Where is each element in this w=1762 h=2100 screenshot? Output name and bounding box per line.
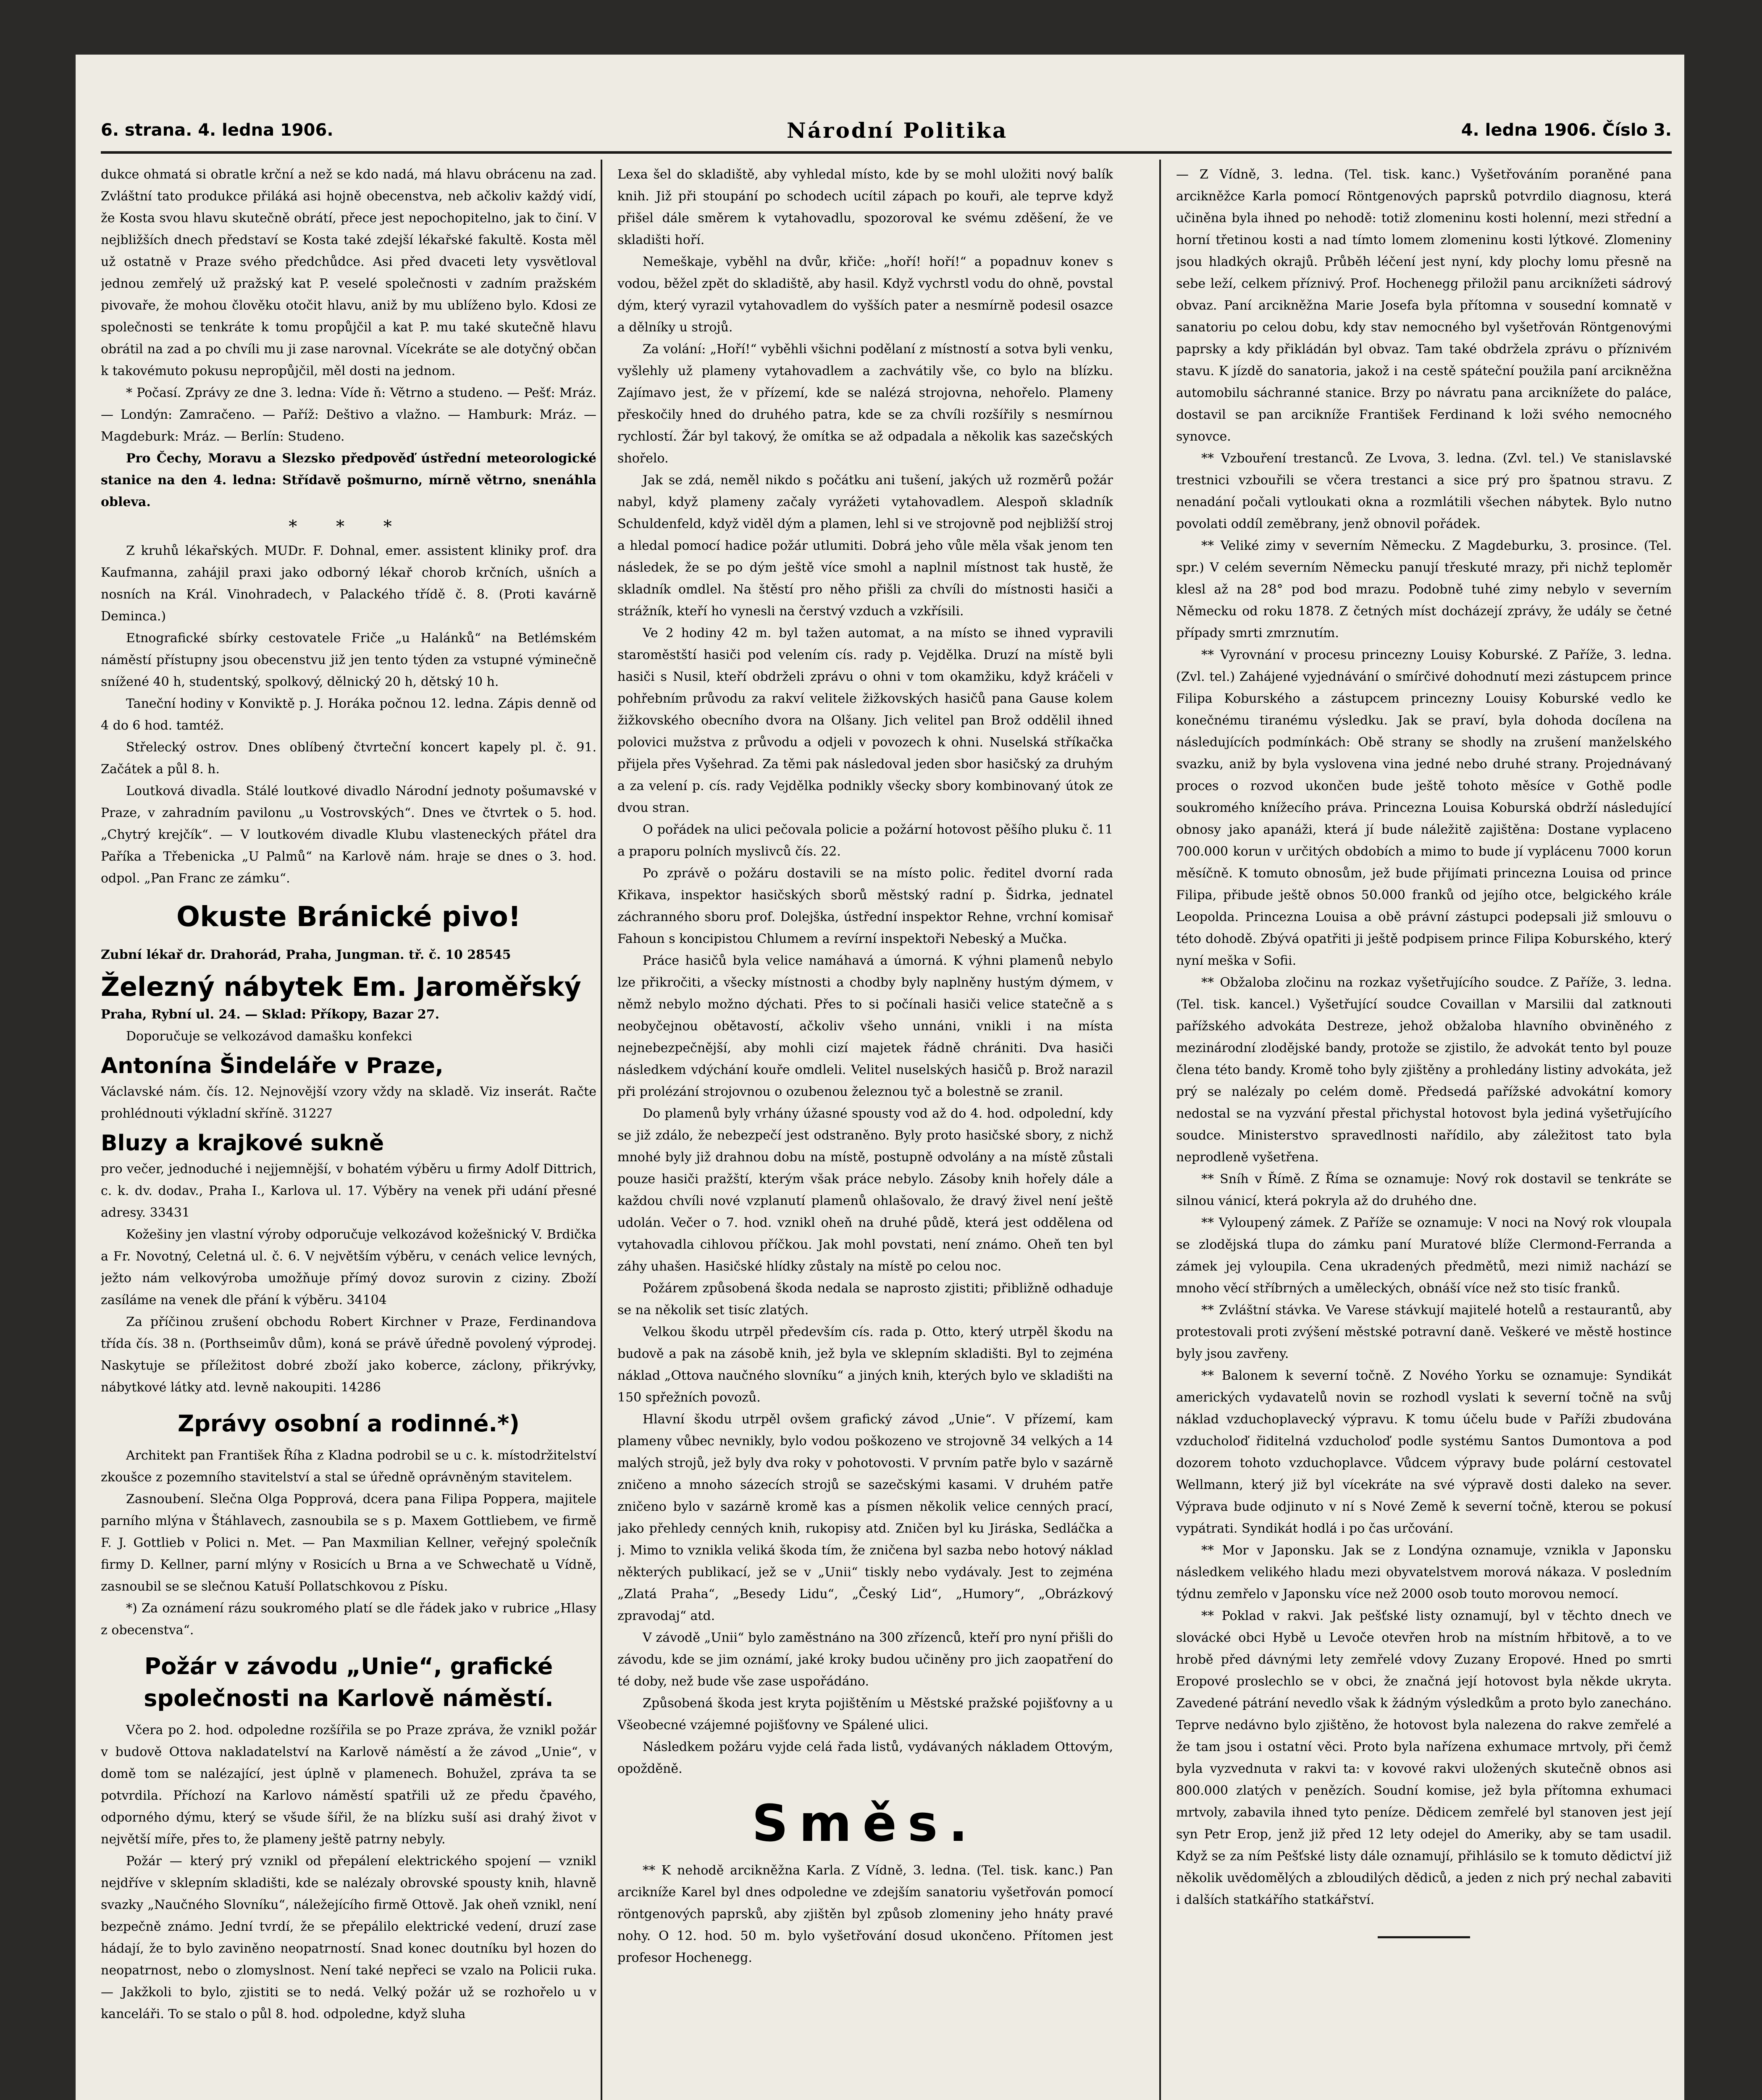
advertisement-blouses-details — [101, 1158, 596, 1224]
article-paragraph: Po zprávě o požáru dostavili se na místo polic. ředitel dvorní rada Křikava, inspektor hasičských sborů městský radní p. Šidrka, jednatel záchranného sboru prof. Dolejška, ústřední inspektor Rehne, vrchní komisař Fahoun s koncipistou Chlumem a revírní inspektoři Nebeský a Mučka. — [617, 866, 1113, 946]
advertisement-beer: Okuste Bránické pivo! — [176, 900, 521, 933]
article-paragraph: Následkem požáru vyjde celá řada listů, vydávaných nákladem Ottovým, opožděně. — [617, 1740, 1113, 1776]
news-item: Etnografické sbírky cestovatele Friče „u Halánků“ na Betlémském náměstí přístupny jsou obecenstvu již jen tento týden za vstupné výminečně snížené 40 h, studentský, spolkový, dělnický 20 h, dětský 10 h. — [101, 631, 596, 689]
news-item: ** Zvláštní stávka. Ve Varese stávkují majitelé hotelů a restaurantů, aby protestovali proti zvýšení městské potravní daně. Veškeré ve městě hostince byly jsou zavřeny. — [1176, 1303, 1672, 1361]
end-rule — [1378, 1936, 1470, 1938]
ad-text: Václavské nám. čís. 12. Nejnovější vzory vždy na skladě. Viz inserát. Račte prohlédnouti výkladní skříně. — [101, 1084, 596, 1121]
article-paragraph: Práce hasičů byla velice namáhavá a úmorná. K výhni plamenů nebylo lze přikročiti, a všecky místnosti a chodby byly naplněny hustým dýmem, v němž nebylo možno dýchati. Přes to si počínali hasiči velice statečně a s neobyčejnou obětavostí, ačkoliv všeho unnáni, vnikli i na místa nejnebezpečnější, aby mohli cizí majetek řádně chrániti. Dva hasiči následkem vdýchání kouře omdleli. Velitel nuselských hasičů p. Brož narazil při prolézání strojovnou o ozubenou železnou tyč a bolestně se zranil. — [617, 953, 1113, 1099]
news-item: — Z Vídně, 3. ledna. (Tel. tisk. kanc.) Vyšetřováním poraněné pana arcikněžce Karla pomocí Röntgenových paprsků potvrdilo diagnosu, která učiněna byla ihned po nehodě: totiž zlomeninu kosti holenní, mezi střední a horní třetinou kosti a nad tímto lomem zlomeninu kosti lýtkové. Zlomeniny jsou hladkých okrajů. Průběh léčení jest nyní, kdy plochy lomu přesně na sebe leží, celkem příznivý. Prof. Hochenegg přiložil panu arciknížeti sádrový obvaz. Paní arcikněžna Marie Josefa byla přítomna v sousední komnatě v sanatoriu po celou dobu, kdy stav nemocného byl vyšetřován Röntgenovými paprsky a kdy přikládán byl obvaz. Tam také obdržela zprávu o příznivém stavu. K jízdě do sanatoria, jakož i na cestě spáteční použila paní arcikněžna automobilu sáchranné stanice. Brzy po návratu pana arciknížete do paláce, dostavil se pan arcikníže František Ferdinand k loži svého nemocného synovce. — [1176, 167, 1672, 444]
news-item: ** Sníh v Římě. Z Říma se oznamuje: Nový rok dostavil se tenkráte se silnou vánicí, která pokryla až do druhého dne. — [1176, 1172, 1672, 1208]
advertisement-sale: Za příčinou zrušení obchodu Robert Kirchner v Praze, Ferdinandova třída čís. 38 n. (Porthseimův dům), koná se právě úředně povolený výprodej. Naskytuje se příležitost dobré zboží jako koberce, záclony, přikrývky, nábytkové látky atd. levně nakoupiti. 14286 — [101, 1315, 596, 1395]
header-right: 4. ledna 1906. Číslo 3. — [1461, 121, 1672, 140]
header-left: 6. strana. 4. ledna 1906. — [101, 121, 333, 140]
column-divider-2 — [1159, 160, 1161, 2100]
news-item: Střelecký ostrov. Dnes oblíbený čtvrteční koncert kapely pl. č. 91. Začátek a půl 8. h. — [101, 740, 596, 777]
article-paragraph: Nemeškaje, vyběhl na dvůr, křiče: „hoří! hoří!“ a popadnuv konev s vodou, běžel zpět do skladiště, aby hasil. Když vychrstl vodu do ohně, povstal dým, který vyrazil vytahovadlem do vyšších pater a nesmírně podesil osazce a dělníky u strojů. — [617, 255, 1113, 335]
article-paragraph: Za volání: „Hoří!“ vyběhli všichni podělaní z místností a sotva byli venku, vyšlehly už plameny vytahovadlem a zachvátily vše, co bylo na blízku. Zajímavo jest, že v přízemí, kde se nalézá strojovna, nehořelo. Plameny přeskočily hned do druhého patra, kde se za chvíli rozšířily s nesmírnou rychlostí. Žár byl takový, že omítka se až odpadala a několik kas sazečských shořelo. — [617, 342, 1113, 466]
news-item: Z kruhů lékařských. MUDr. F. Dohnal, emer. assistent kliniky prof. dra Kaufmanna, zahájil praxi jako odborný lékař chorob krčních, ušních a nosních na Král. Vinohradech, v Palackého třídě č. 8. (Proti kavárně Deminca.) — [101, 543, 596, 624]
column-2 — [617, 164, 1113, 2100]
article-paragraph: Včera po 2. hod. odpoledne rozšířila se po Praze zpráva, že vznikl požár v budově Ottova nakladatelství na Karlově náměstí a že závod „Unie“, v domě tom se nalézající, jest úplně v plamenech. Bohužel, zpráva ta se potvrdila. Příchozí na Karlovo náměstí spatřili už ze předu čpavého, odporného dýmu, který se všude šířil, že na blízku suší asi drahý život v největší míře, přes to, že plameny ještě patrny nebyly. — [101, 1723, 596, 1847]
column-3 — [1176, 164, 1672, 2100]
ad-number: 33431 — [150, 1205, 190, 1220]
news-item: ** Poklad v rakvi. Jak pešťské listy oznamují, byl v těchto dnech ve slovácké obci Hybě u Levoče otevřen hrob na místním hřbitově, a to ve hrobě před dávnými lety zemřelé vdovy Zuzany Eropové. Hned po smrti Eropové proslechlo se v obci, že značná její hotovost byla někde ukryta. Zavedené pátrání nevedlo však k žádným výsledkům a proto bylo zanecháno. Teprve nedávno bylo zjištěno, že hotovost byla nalezena do rakve zemřelé a že tam jsou i ostatní věci. Proto byla nařízena exhumace mrtvoly, při čemž byla vyzvednuta v rakvi ta: v kovové rakvi uložených skutečně obnos asi 800.000 zlatých v penězích. Soudní komise, jež byla přítomna exhumaci mrtvoly, zabavila ihned tyto peníze. Dědicem zemřelé byl stanoven jest její syn Petr Erop, jenž již před 12 lety odejel do Ameriky, aby se tam usadil. Když se za ním Pešťské listy dále oznamují, přihlásilo se k tomuto dědictví již několik uvědomělých a zbloudilých dědiců, a jeden z nich prý nechal zabaviti i dalších statkářího statkářství. — [1176, 1609, 1672, 1907]
advertisement-sindelar-details — [101, 1081, 596, 1125]
article-paragraph: V závodě „Unii“ bylo zaměstnáno na 300 zřízenců, kteří pro nyní přišli do závodu, kde se jim oznámí, jaké kroky budou učiněny pro jich zaopatření do té doby, než bude vše zase uspořádáno. — [617, 1630, 1113, 1689]
article-paragraph: Požárem způsobená škoda nedala se naprosto zjistiti; přibližně odhaduje se na několik set tisíc zlatých. — [617, 1281, 1113, 1318]
article-paragraph: Do plamenů byly vrhány úžasné spousty vod až do 4. hod. odpolední, kdy se již zdálo, že nebezpečí jest odstraněno. Byly proto hasičské sbory, z nichž mnohé byly již drahnou dobu na místě, postupně odvolány a na místě zůstali pouze hasiči pražští, kterým však práce nebylo. Zásoby knih hořely dále a každou chvíli nové vzplanutí plamenů ohlašovalo, že dravý živel není ještě udolán. Večer o 7. hod. vznikl oheň na druhé půdě, která jest oddělena od vytahovadla cihlovou příčkou. Jak mohl povstati, není známo. Oheň ten byl záhy uhašen. Hasičské hlídky zůstaly na místě po celou noc. — [617, 1106, 1113, 1274]
news-item: ** Vyrovnání v procesu princezny Louisy Koburské. Z Paříže, 3. ledna. (Zvl. tel.) Zahájené vyjednávání o smírčivé dohodnutí mezi zástupcem prince Filipa Koburského a zástupcem princezny Louisy Koburské vedlo ke konečnému tiranému výsledku. Jak se praví, byla dohoda docílena na následujících podmínkách: Obě strany se shodly na zrušení manželského svazku, aniž by byla vyslovena vina jedné nebo druhé strany. Projednávaný proces o rozvod ukončen bude ještě tohoto měsíce v Gothě podle soukromého knížecího práva. Princezna Louisa Koburská obdrží následující obnosy jako apanáži, která jí bude náležitě zajištěna: Dostane vyplaceno 700.000 korun v určitých obdobích a mimo to bude jí vyplácenu 7000 korun měsíčně. K tomuto obnosům, jež bude přijímati princezna Louisa od prince Filipa, přibude ještě obnos 50.000 franků od jejího otce, belgického krále Leopolda. Princezna Louisa a obě právní zástupci podepsali již smlouvu o této dohodě. Zbývá opatřiti ji ještě podpisem prince Filipa Koburského, který nyní meška v Sofii. — [1176, 648, 1672, 968]
header-rule — [101, 151, 1672, 154]
article-paragraph: Hlavní škodu utrpěl ovšem grafický závod „Unie“. V přízemí, kam plameny vůbec nevnikly, bylo vodou poškozeno ve strojovně 34 velkých a 14 malých strojů, jež byly dva roky v pohotovosti. V prvním patře bylo v sazárně zničeno a mnoho sázecích strojů se sazečskými kasami. V druhém patře zničeno bylo v sazárně kromě kas a písmen několik velice cenných prací, jako přehledy cenných knih, rukopisy atd. Zničen byl ku Jiráska, Sedláčka a j. Mimo to vznikla veliká škoda tím, že zničena byl sazba nebo hotový náklad některých publikací, jež se v „Unii“ tiskly nebo vydávaly. Jest to zejména „Zlatá Praha“, „Besedy Lidu“, „Český Lid“, „Humory“, „Obrázkový zpravodaj“ atd. — [617, 1412, 1113, 1623]
ad-number: 28545 — [467, 948, 511, 962]
news-item: ** Veliké zimy v severním Německu. Z Magdeburku, 3. prosince. (Tel. spr.) V celém severním Německu panují třeskuté mrazy, při nichž teploměr klesl až na 28° pod bod mrazu. Podobně tuhé zimy nebylo v severním Německu od roku 1878. Z četných míst docházejí zprávy, že udály se četné případy smrti zmrznutím. — [1176, 538, 1672, 640]
masthead-title: Národní Politika — [787, 118, 1008, 143]
section-heading-personal: Zprávy osobní a rodinné.*) — [178, 1410, 520, 1437]
news-item: ** Mor v Japonsku. Jak se z Londýna oznamuje, vznikla v Japonsku následkem velikého hladu mezi obyvatelstvem morová nákaza. V posledním týdnu zemřelo v Japonsku více než 2000 osob touto morovou nemocí. — [1176, 1543, 1672, 1601]
news-item: ** Balonem k severní točně. Z Nového Yorku se oznamuje: Syndikát amerických vydavatelů novin se rozhodl vyslati k severní točně na svůj náklad vzduchoplavecký výpravu. K tomu účelu bude v Paříži zbudována vzducholoď řiditelná vzducholoď podle systému Santos Dumontova a pod dozorem tohoto vzduchoplavce. Vůdcem výpravy bude polární cestovatel Wellmann, který již byl vícekráte na své výpravě dosti daleko na sever. Výprava bude odjinuto v ní s Nové Země k severní točně, kterou se pokusí vypátrati. Syndikát hodlá i po čas určování. — [1176, 1368, 1672, 1536]
news-item: ** Vzbouření trestanců. Ze Lvova, 3. ledna. (Zvl. tel.) Ve stanislavské trestnici vzbouřili se včera trestanci a sice prý pro špatnou stravu. Z nenadání počali vytloukati okna a rozmlátili všechen nábytek. Bylo nutno povolati oddíl zeměbrany, jenž obnovil pořádek. — [1176, 451, 1672, 531]
news-item: Loutková divadla. Stálé loutkové divadlo Národní jednoty pošumavské v Praze, v zahradním pavilonu „u Vostrovských“. Dnes ve čtvrtek o 5. hod. „Chytrý krejčík“. — V loutkovém divadle Klubu vlasteneckých přátel dra Paříka a Třebenicka „U Palmů“ na Karlově nám. hraje se dnes o 3. hod. odpol. „Pan Franc ze zámku“. — [101, 784, 596, 886]
engagement-news: Zasnoubení. Slečna Olga Popprová, dcera pana Filipa Poppera, majitele parního mlýna v Štáhlavech, zasnoubila se s p. Maxem Gottliebem, ve firmě F. J. Gottlieb v Polici n. Met. — Pan Maxmilian Kellner, veřejný společník firmy D. Kellner, parní mlýny v Rosicích u Brna a ve Schwechatě u Vídně, zasnoubil se se slečnou Katuší Pollatschkovou z Písku. — [101, 1492, 596, 1594]
article-headline-fire: Požár v závodu „Unie“, grafické společnosti na Karlově náměstí. — [144, 1653, 554, 1712]
article-paragraph: O pořádek na ulici pečovala policie a požární hotovost pěšího pluku č. 11 a praporu polních myslivců čís. 22. — [617, 822, 1113, 859]
article-paragraph: Požár — který prý vznikl od přepálení elektrického spojení — vznikl nejdříve v sklepním skladišti, kde se nalézaly obrovské spousty knih, hlavně svazky „Naučného Slovníku“, náležejícího firmě Ottově. Jak oheň vznikl, není bezpečně známo. Jední tvrdí, že se přepálilo elektrické vedení, druzí zase hádají, že to bylo zaviněno neopatrností. Snad konec doutníku byl hozen do neopatrnost, nebo o zlomyslnost. Není také nepřeci se vzalo na Policii ruka. — Jakžkoli to bylo, zjistiti se to nedá. Velký požár už se rozhořelo u v kanceláři. To se stalo o půl 8. hod. odpoledne, když sluha — [101, 1854, 596, 2021]
advertisement-sindelar: Antonína Šindeláře v Praze, — [101, 1053, 444, 1079]
weather-report: * Počasí. Zprávy ze dne 3. ledna: Víde ň: Větrno a studeno. — Pešť: Mráz. — Londýn: Zamračeno. — Paříž: Deštivo a vlažno. — Hamburk: Mráz. — Magdeburk: Mráz. — Berlín: Studeno. — [101, 386, 596, 444]
news-item: ** K nehodě arcikněžna Karla. Z Vídně, 3. ledna. (Tel. tisk. kanc.) Pan arcikníže Karel byl dnes odpoledne ve zdejším sanatoriu vyšetřován pomocí röntgenových paprsků, aby zjištěn byl způsob zlomeniny jeho hnáty pravé nohy. O 12. hod. 50 m. bylo vyšetřování dosud ukončeno. Přítomen jest profesor Hochenegg. — [617, 1863, 1113, 1965]
news-item: ** Obžaloba zločinu na rozkaz vyšetřujícího soudce. Z Paříže, 3. ledna. (Tel. tisk. kancel.) Vyšetřující soudce Covaillan v Marsilii dal zatknouti pařížského advokáta Destreze, jehož obžaloba hlavního obviněného z mezinárodní zlodějské bandy, protože se zjistilo, že advokát tento byl pouze člena této bandy. Kromě toho byly zjištěny a prohledány listiny advokáta, jež prý se nalézaly po celém domě. Předsedá pařížské advokátní komory nedostal se na vyzvání přestal přichystal hotovost byla jediná vyšetřujícího soudce. Ministerstvo spravedlnosti nařídilo, aby záležitost tato byla neprodleně vyšetřena. — [1176, 975, 1672, 1165]
article-paragraph: dukce ohmatá si obratle krční a než se kdo nadá, má hlavu obrácenu na zad. Zvláštní tato produkce přiláká asi hojně obecenstva, neb ačkoliv každý vidí, že Kosta svou hlavu skutečně obrátí, přece jest nepochopitelno, jak to činí. V nejbližších dnech představí se Kosta také zdejší lékařské fakultě. Kosta měl už ostatně v Praze svého předchůdce. Asi před dvaceti lety vysvětloval jednou zemřelý už pražský kat P. veselé společnosti v zadním pražském pivovaře, že mohou člověku otočit hlavu, aniž by mu ublíženo bylo. Kdosi ze společnosti se tenkráte k tomu propůjčil a kat P. mu také skutečně hlavu obrátil na zad a po chvíli mu ji zase narovnal. Vícekráte se ale dotyčný občan k takovémuto pokusu nepropůjčil, měl dosti na jednom. — [101, 167, 596, 378]
section-heading-miscellany: Směs. — [752, 1795, 979, 1853]
advertisement-furs: Kožešiny jen vlastní výroby odporučuje velkozávod kožešnický V. Brdička a Fr. Novotný, Celetná ul. č. 6. V největším výběru, v cenách velice levných, ježto nám velkovýroba umožňuje přímý dovoz surovin z ciziny. Zboží zasíláme na venek dle přání k výběru. 34104 — [101, 1227, 596, 1307]
article-paragraph: Způsobená škoda jest kryta pojištěním u Městské pražské pojišťovny a u Všeobecné vzájemné pojišťovny ve Spálené ulici. — [617, 1696, 1113, 1732]
weather-forecast: Pro Čechy, Moravu a Slezsko předpověď ústřední meteorologické stanice na den 4. ledna: Střídavě pošmurno, mírně větrno, snenáhla obleva. — [101, 451, 596, 509]
article-paragraph: Lexa šel do skladiště, aby vyhledal místo, kde by se mohl uložiti nový balík knih. Již při stoupání po schodech ucítil zápach po kouři, ale teprve když přišel dále směrem k vytahovadlu, spozoroval ke svému zděšení, že ve skladišti hoří. — [617, 167, 1113, 247]
footnote: *) Za oznámení rázu soukromého platí se dle řádek jako v rubrice „Hlasy z obecenstva“. — [101, 1601, 596, 1638]
advertisement-blouses: Bluzy a krajkové sukně — [101, 1131, 384, 1156]
personal-news: Architekt pan František Říha z Kladna podrobil se u c. k. místodržitelství zkoušce z pozemního stavitelství a stal se úředně oprávněným stavitelem. — [101, 1448, 596, 1485]
ad-text: Zubní lékař dr. Drahorád, Praha, Jungman. tř. č. 10 — [101, 948, 463, 962]
news-item: ** Vyloupený zámek. Z Paříže se oznamuje: V noci na Nový rok vloupala se zlodějská tlupa do zámku paní Muratové blíže Clermond-Ferranda a zámek jej vyloupila. Cena ukradených předmětů, mezi nimiž nachází se mnoho věcí stříbrných a uměleckých, obnáší více než sto tisíc franků. — [1176, 1215, 1672, 1296]
article-paragraph: Velkou škodu utrpěl především cís. rada p. Otto, který utrpěl škodu na budově a pak na zásobě knih, jež byla ve sklepním skladišti. Byl to zejména náklad „Ottova naučného slovníku“ a jiných knih, kterých bylo ve skladišti na 150 spřežních povozů. — [617, 1325, 1113, 1405]
section-separator: * * * — [289, 517, 409, 536]
article-paragraph: Jak se zdá, neměl nikdo s počátku ani tušení, jakých už rozměrů požár nabyl, když plameny začaly vyrážeti vytahovadlem. Alespoň skladník Schuldenfeld, když viděl dým a plamen, lehl si ve strojovně pod nejbližší stroj a hledal pomocí hadice požár utlumiti. Dobrá jeho vůle měla však jenom ten následek, že se po dým ještě více smohl a naplnil místnost tak hustě, že skladník omdlel. Na štěstí pro něho přišli za chvíli do místnosti hasiči a strážník, kteří ho vynesli na čerstvý vzduch a vzkřísili. — [617, 473, 1113, 619]
column-divider-1 — [601, 160, 602, 2100]
page-header — [101, 113, 1672, 147]
ad-text: pro večer, jednoduché i nejjemnější, v bohatém výběru u firmy Adolf Dittrich, c. k. dv. dodav., Praha I., Karlova ul. 17. Výběry na venek při udání přesné adresy. — [101, 1162, 596, 1220]
news-item: Taneční hodiny v Konviktě p. J. Horáka počnou 12. ledna. Zápis denně od 4 do 6 hod. tamtéž. — [101, 696, 596, 733]
advertisement-dentist — [101, 944, 596, 966]
advertisement-furniture: Železný nábytek Em. Jaroměřský — [101, 971, 581, 1002]
advertisement-damask-intro: Doporučuje se velkozávod damašku konfekci — [126, 1029, 412, 1044]
article-paragraph: Ve 2 hodiny 42 m. byl tažen automat, a na místo se ihned vypravili staroměstští hasiči pod velením cís. rady p. Vejdělka. Druzí na místě byli hasiči s Nusil, kteří obdrželi zprávu o ohni v tom okamžiku, když kráčeli v pohřebním průvodu za rakví velitele žižkovských hasičů pana Gause kolem žižkovského obecního dvora na Olšany. Jich velitel pan Brož oddělil ihned polovici mužstva z průvodu a odjeli v povozech k ohni. Nuselská stříkačka přijela přes Vyšehrad. Za těmi pak následoval jeden sbor hasičský za druhým a za velení p. cís. rady Vejdělka podnikly všecky sbory kombinovaný útok ze dvou stran. — [617, 626, 1113, 815]
column-1 — [101, 164, 596, 2100]
advertisement-furniture-address: Praha, Rybní ul. 24. — Sklad: Příkopy, Bazar 27. — [101, 1007, 440, 1022]
ad-number: 31227 — [292, 1106, 333, 1121]
